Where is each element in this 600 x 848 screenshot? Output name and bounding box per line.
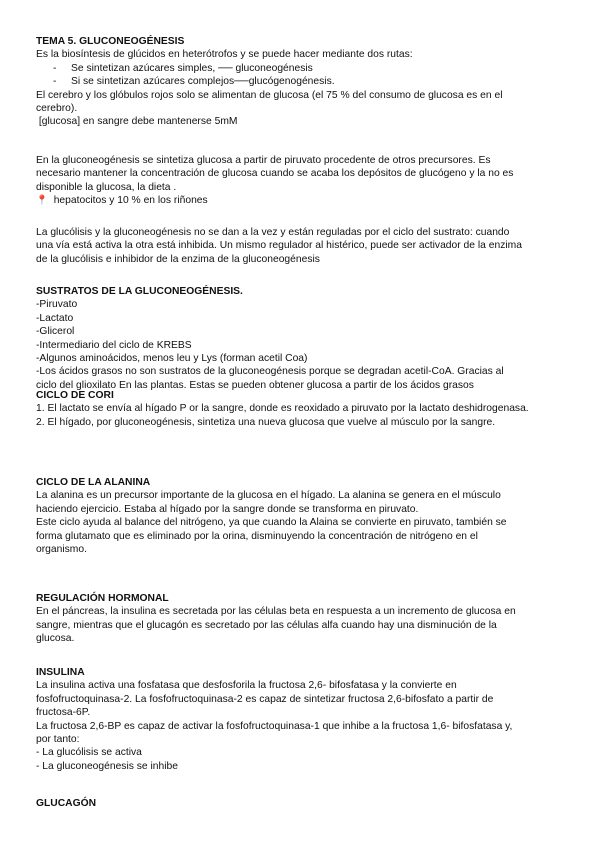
tema5-glucosa-sangre: [glucosa] en sangre debe mantenerse 5mM <box>36 116 238 128</box>
sustrato-item: -Algunos aminoácidos, menos leu y Lys (forman acetil Coa) <box>36 353 308 365</box>
heading-glucagon: GLUCAGÓN <box>36 798 97 809</box>
sustratos-grasos-line-1: -Los ácidos grasos no son sustratos de la gluconeogénesis porque se degradan acetil-CoA. Gracias al <box>36 366 504 378</box>
insulina-line-6: - La glucólisis se activa <box>36 747 142 759</box>
alanina-line-1: La alanina es un precursor importante de la glucosa en el hígado. La alanina se genera en el músculo <box>36 490 501 502</box>
sintesis-line-3: disponible la glucosa, la dieta . <box>36 181 177 193</box>
bullet-dash: - <box>53 76 57 88</box>
alanina-line-5: organismo. <box>36 544 87 556</box>
insulina-line-5: por tanto: <box>36 734 80 746</box>
sustrato-item: -Lactato <box>36 312 74 324</box>
sustrato-item: -Glicerol <box>36 326 75 338</box>
sintesis-pin-line <box>36 194 576 207</box>
section-glucagon <box>36 797 576 810</box>
heading-ciclo-alanina: CICLO DE LA ALANINA <box>36 477 151 488</box>
insulina-line-7: - La gluconeogénesis se inhibe <box>36 760 178 772</box>
sustrato-item: -Piruvato <box>36 299 78 311</box>
bullet-text: Se sintetizan azúcares simples, ── gluconeogénesis <box>71 62 313 74</box>
heading-insulina: INSULINA <box>36 667 85 678</box>
alanina-line-4: forma glutamato que es eliminado por la orina, disminuyendo la concentración de nitrógeno en el <box>36 530 478 542</box>
insulina-line-3: fructosa-6P. <box>36 707 91 719</box>
section-ciclo-sustrato <box>36 226 576 266</box>
ciclo-sustrato-line-3: de la glucólisis e inhibidor de la enzima de la gluconeogénesis <box>36 253 320 265</box>
cori-line-2: 2. El hígado, por gluconeogénesis, sintetiza una nueva glucosa que vuelve al músculo por la sangre. <box>36 416 496 428</box>
tema5-intro: Es la biosíntesis de glúcidos en heterótrofos y se puede hacer mediante dos rutas: <box>36 49 413 61</box>
tema5-bullet-2 <box>36 75 576 88</box>
section-ciclo-cori <box>36 389 576 429</box>
insulina-line-1: La insulina activa una fosfatasa que desfosforila la fructosa 2,6- bifosfatasa y la convierte en <box>36 680 457 692</box>
insulina-line-4: La fructosa 2,6-BP es capaz de activar la fosfofructoquinasa-1 que inhibe a la fructosa 1,6- bifosfatasa y, <box>36 720 513 732</box>
tema5-bullet-1 <box>36 62 576 75</box>
ciclo-sustrato-line-2: una vía está activa la otra está inhibida. Un mismo regulador al histérico, puede ser activador de la enzima <box>36 240 522 252</box>
heading-tema5: TEMA 5. GLUCONEOGÉNESIS <box>36 36 185 47</box>
alanina-line-2: haciendo ejercicio. Estaba al hígado por la sangre donde se transforma en piruvato. <box>36 503 419 515</box>
heading-sustratos: SUSTRATOS DE LA GLUCONEOGÉNESIS. <box>36 286 243 297</box>
section-regulacion-hormonal <box>36 592 576 646</box>
heading-ciclo-cori: CICLO DE CORI <box>36 390 114 401</box>
sustrato-item: -Intermediario del ciclo de KREBS <box>36 339 192 351</box>
bullet-text: Si se sintetizan azúcares complejos──glucógenogénesis. <box>71 76 335 88</box>
insulina-line-2: fosfofructoquinasa-2. La fosfofructoquinasa-2 es capaz de sintetizar fructosa 2,6-bifosfato a partir de <box>36 693 494 705</box>
section-sintesis <box>36 154 576 208</box>
section-tema5 <box>36 35 576 129</box>
ciclo-sustrato-line-1: La glucólisis y la gluconeogénesis no se dan a la vez y están reguladas por el ciclo del sustrato: cuando <box>36 227 510 238</box>
section-ciclo-alanina <box>36 476 576 556</box>
pin-icon: 📍 <box>36 195 48 207</box>
section-insulina <box>36 666 576 773</box>
cori-line-1: 1. El lactato se envía al hígado P or la sangre, donde es reoxidado a piruvato por la lactato deshidrogenasa. <box>36 403 529 415</box>
sintesis-line-2: necesario mantener la concentración de glucosa cuando se acaba los depósitos de glucógeno y la no es <box>36 168 514 180</box>
sustratos-grasos-line-2: ciclo del glioxilato En las plantas. Estas se pueden obtener glucosa a partir de los ácidos grasos <box>36 379 474 391</box>
tema5-cerebro-line-2: cerebro). <box>36 103 78 115</box>
alanina-line-3: Este ciclo ayuda al balance del nitrógeno, ya que cuando la Alaina se convierte en piruvato, también se <box>36 517 507 529</box>
regulacion-line-3: glucosa. <box>36 633 75 645</box>
regulacion-line-2: sangre, mientras que el glucagón es secretado por las células alfa cuando hay una disminución de la <box>36 619 497 631</box>
tema5-cerebro-line-1: El cerebro y los glóbulos rojos solo se alimentan de glucosa (el 75 % del consumo de glucosa es en el <box>36 89 503 101</box>
section-sustratos <box>36 285 576 392</box>
heading-regulacion-hormonal: REGULACIÓN HORMONAL <box>36 593 169 604</box>
regulacion-line-1: En el páncreas, la insulina es secretada por las células beta en respuesta a un incremento de glucosa en <box>36 606 516 618</box>
pin-text: hepatocitos y 10 % en los riñones <box>50 195 208 207</box>
sintesis-line-1: En la gluconeogénesis se sintetiza glucosa a partir de piruvato procedente de otros precursores. Es <box>36 155 491 166</box>
bullet-dash: - <box>53 62 57 74</box>
